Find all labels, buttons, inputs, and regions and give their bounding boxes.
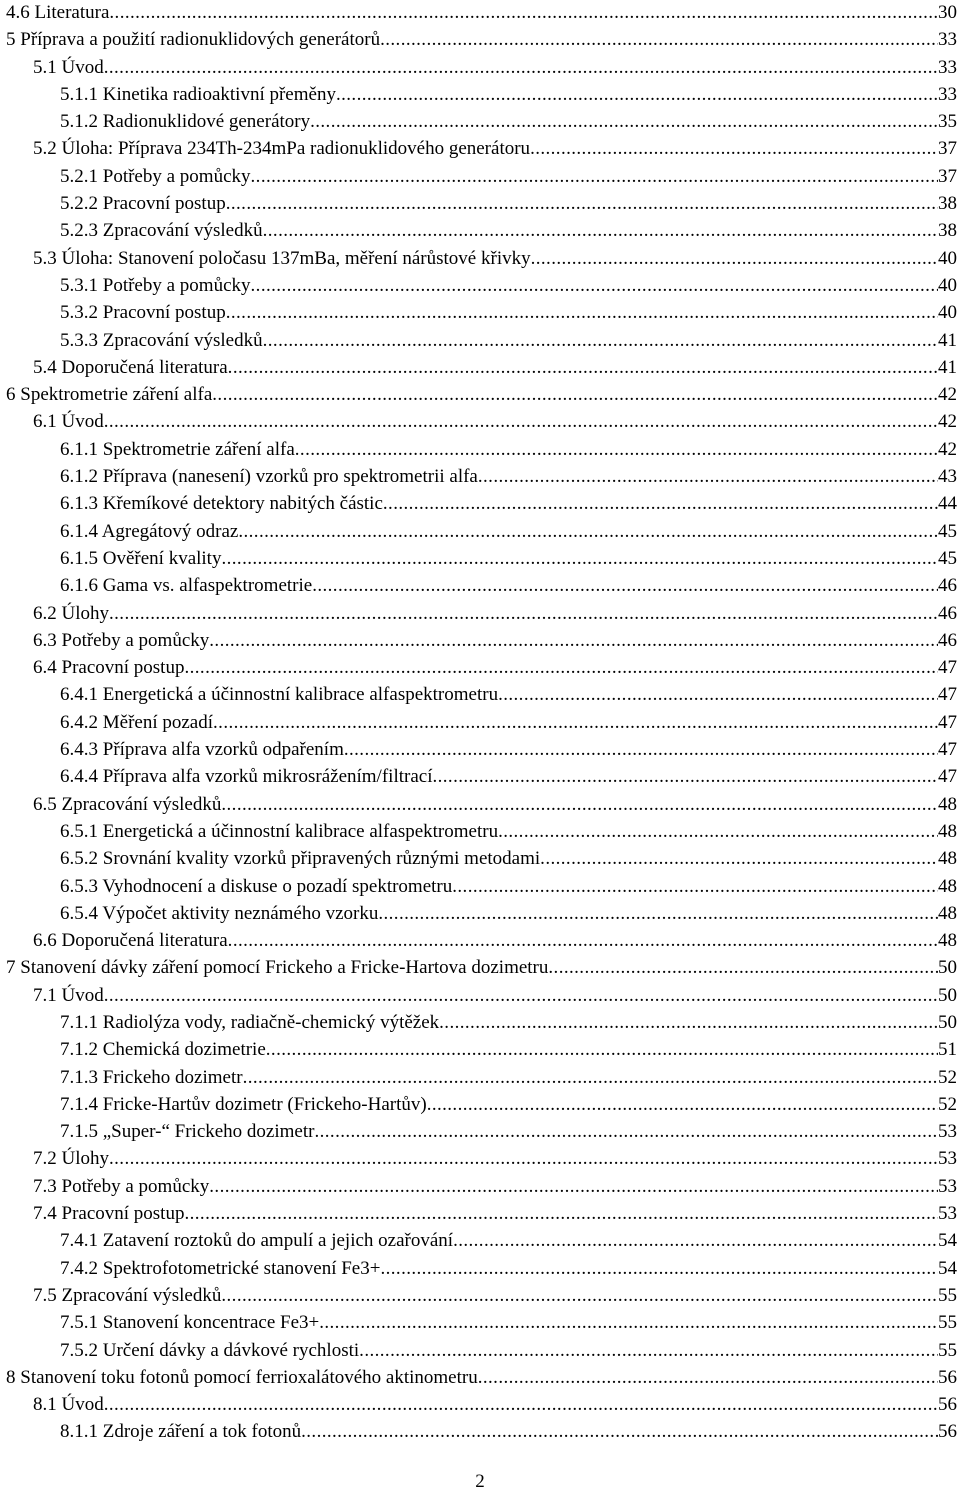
toc-dot-leader: [263, 327, 938, 354]
toc-entry-page: 45: [938, 547, 957, 569]
toc-dot-leader: [243, 1064, 938, 1091]
toc-entry[interactable]: [0, 681, 960, 708]
toc-entry-page: 48: [938, 793, 957, 815]
toc-entry[interactable]: [0, 545, 960, 572]
toc-dot-leader: [530, 135, 938, 162]
toc-entry-page: 46: [938, 602, 957, 624]
toc-entry-title: 6.1.6 Gama vs. alfaspektrometrie: [60, 575, 313, 597]
toc-entry[interactable]: [0, 1200, 960, 1227]
toc-entry[interactable]: [0, 982, 960, 1009]
toc-dot-leader: [427, 1091, 938, 1118]
toc-entry-title: 5.3 Úloha: Stanovení poločasu 137mBa, měření nárůstové křivky: [33, 247, 531, 269]
toc-entry[interactable]: [0, 1145, 960, 1172]
toc-entry-page: 48: [938, 875, 957, 897]
toc-entry[interactable]: [0, 327, 960, 354]
toc-entry[interactable]: [0, 381, 960, 408]
toc-dot-leader: [109, 600, 938, 627]
toc-entry-title: 6.6 Doporučená literatura: [33, 930, 228, 952]
toc-dot-leader: [238, 518, 938, 545]
toc-entry-page: 46: [938, 629, 957, 651]
toc-entry[interactable]: [0, 1091, 960, 1118]
toc-entry-title: 8.1.1 Zdroje záření a tok fotonů: [60, 1421, 302, 1443]
toc-dot-leader: [226, 190, 938, 217]
toc-entry-title: 6.4.3 Příprava alfa vzorků odpařením: [60, 739, 344, 761]
toc-dot-leader: [184, 654, 938, 681]
toc-entry-page: 54: [938, 1230, 957, 1252]
toc-entry-page: 41: [938, 356, 957, 378]
toc-dot-leader: [228, 927, 938, 954]
toc-entry-title: 7.4.1 Zatavení roztoků do ampulí a jejich ozařování: [60, 1230, 454, 1252]
toc-dot-leader: [109, 1145, 938, 1172]
toc-entry-title: 5.2.3 Zpracování výsledků: [60, 220, 263, 242]
toc-entry-page: 43: [938, 466, 957, 488]
toc-entry-title: 7.1.5 „Super-“ Frickeho dozimetr: [60, 1121, 315, 1143]
toc-entry-title: 6.1.4 Agregátový odraz: [60, 520, 239, 542]
toc-entry-title: 7.5.1 Stanovení koncentrace Fe3+: [60, 1312, 320, 1334]
toc-entry-page: 44: [938, 493, 957, 515]
toc-entry-title: 7.1.4 Fricke-Hartův dozimetr (Frickeho-Hartův): [60, 1093, 427, 1115]
toc-entry[interactable]: [0, 26, 960, 53]
toc-dot-leader: [226, 299, 938, 326]
toc-entry-title: 6.1.3 Křemíkové detektory nabitých částic: [60, 493, 383, 515]
toc-entry-page: 42: [938, 438, 957, 460]
toc-entry-page: 55: [938, 1312, 957, 1334]
toc-entry[interactable]: [0, 217, 960, 244]
toc-entry-page: 47: [938, 657, 957, 679]
toc-entry-page: 38: [938, 220, 957, 242]
toc-dot-leader: [104, 408, 938, 435]
toc-dot-leader: [221, 545, 938, 572]
toc-entry[interactable]: [0, 791, 960, 818]
toc-entry-title: 6.4.1 Energetická a účinnostní kalibrace alfaspektrometru: [60, 684, 499, 706]
toc-entry-title: 5.1 Úvod: [33, 56, 104, 78]
toc-entry[interactable]: [0, 354, 960, 381]
toc-entry-page: 50: [938, 1011, 957, 1033]
toc-entry-title: 7.1.1 Radiolýza vody, radiačně-chemický výtěžek: [60, 1011, 440, 1033]
toc-entry[interactable]: [0, 436, 960, 463]
toc-entry[interactable]: [0, 518, 960, 545]
toc-dot-leader: [266, 1036, 938, 1063]
toc-dot-leader: [109, 0, 938, 26]
toc-entry-page: 48: [938, 930, 957, 952]
toc-entry-title: 6.1.1 Spektrometrie záření alfa: [60, 438, 295, 460]
toc-dot-leader: [301, 1418, 938, 1445]
toc-entry-page: 56: [938, 1394, 957, 1416]
toc-entry-title: 6.1 Úvod: [33, 411, 104, 433]
toc-dot-leader: [452, 873, 938, 900]
toc-dot-leader: [221, 791, 938, 818]
toc-entry-title: 7 Stanovení dávky záření pomocí Frickeho a Fricke-Hartova dozimetru: [6, 957, 549, 979]
toc-entry-page: 33: [938, 83, 957, 105]
toc-entry[interactable]: [0, 0, 960, 26]
toc-dot-leader: [310, 108, 938, 135]
toc-dot-leader: [336, 81, 938, 108]
toc-entry[interactable]: [0, 900, 960, 927]
toc-entry-title: 6.3 Potřeby a pomůcky: [33, 629, 210, 651]
toc-entry-title: 5.2.2 Pracovní postup: [60, 193, 226, 215]
toc-entry-title: 5.3.1 Potřeby a pomůcky: [60, 274, 251, 296]
toc-entry[interactable]: [0, 108, 960, 135]
toc-dot-leader: [344, 736, 938, 763]
toc-entry-page: 33: [938, 56, 957, 78]
toc-entry-page: 53: [938, 1148, 957, 1170]
toc-entry[interactable]: [0, 654, 960, 681]
toc-entry[interactable]: [0, 1337, 960, 1364]
toc-entry[interactable]: [0, 81, 960, 108]
toc-dot-leader: [263, 217, 938, 244]
toc-entry[interactable]: [0, 736, 960, 763]
toc-entry-page: 54: [938, 1257, 957, 1279]
page-number: 2: [475, 1471, 485, 1492]
toc-entry[interactable]: [0, 299, 960, 326]
toc-entry[interactable]: [0, 1309, 960, 1336]
toc-dot-leader: [209, 627, 938, 654]
toc-entry[interactable]: [0, 190, 960, 217]
toc-entry[interactable]: [0, 1009, 960, 1036]
toc-entry-page: 35: [938, 111, 957, 133]
toc-entry-page: 48: [938, 848, 957, 870]
toc-entry-page: 30: [938, 2, 957, 23]
toc-entry[interactable]: [0, 572, 960, 599]
toc-entry[interactable]: [0, 272, 960, 299]
toc-dot-leader: [251, 163, 938, 190]
toc-entry-page: 46: [938, 575, 957, 597]
toc-entry[interactable]: [0, 873, 960, 900]
toc-entry-title: 8 Stanovení toku fotonů pomocí ferrioxalátového aktinometru: [6, 1366, 478, 1388]
toc-dot-leader: [478, 1364, 938, 1391]
toc-dot-leader: [380, 26, 938, 53]
toc-entry-page: 50: [938, 984, 957, 1006]
toc-dot-leader: [378, 900, 938, 927]
toc-dot-leader: [104, 54, 938, 81]
toc-entry-title: 5.2 Úloha: Příprava 234Th-234mPa radionuklidového generátoru: [33, 138, 531, 160]
toc-entry-title: 5.1.1 Kinetika radioaktivní přeměny: [60, 83, 336, 105]
toc-dot-leader: [184, 1200, 938, 1227]
toc-entry-page: 40: [938, 247, 957, 269]
toc-dot-leader: [531, 245, 938, 272]
toc-entry-page: 56: [938, 1421, 957, 1443]
toc-entry-title: 7.3 Potřeby a pomůcky: [33, 1175, 210, 1197]
toc-entry-title: 5.1.2 Radionuklidové generátory: [60, 111, 311, 133]
toc-dot-leader: [380, 1255, 938, 1282]
toc-entry[interactable]: [0, 1282, 960, 1309]
toc-entry-title: 7.4 Pracovní postup: [33, 1203, 185, 1225]
toc-entry-title: 6.4.4 Příprava alfa vzorků mikrosrážením/filtrací: [60, 766, 433, 788]
toc-entry-title: 5.2.1 Potřeby a pomůcky: [60, 165, 251, 187]
toc-entry-title: 6 Spektrometrie záření alfa: [6, 384, 213, 406]
toc-dot-leader: [439, 1009, 938, 1036]
toc-entry-title: 7.2 Úlohy: [33, 1148, 109, 1170]
toc-entry-page: 41: [938, 329, 957, 351]
toc-entry-title: 7.1 Úvod: [33, 984, 104, 1006]
toc-entry-title: 6.4.2 Měření pozadí: [60, 711, 214, 733]
toc-entry-title: 7.4.2 Spektrofotometrické stanovení Fe3+: [60, 1257, 381, 1279]
toc-entry-page: 51: [938, 1039, 957, 1061]
toc-entry-title: 5.4 Doporučená literatura: [33, 356, 228, 378]
toc-entry[interactable]: [0, 1064, 960, 1091]
toc-entry-page: 38: [938, 193, 957, 215]
toc-entry-page: 48: [938, 820, 957, 842]
toc-entry[interactable]: [0, 709, 960, 736]
toc-entry[interactable]: [0, 1418, 960, 1445]
toc-entry-page: 53: [938, 1121, 957, 1143]
toc-entry-title: 4.6 Literatura: [6, 2, 110, 23]
toc-entry[interactable]: [0, 1173, 960, 1200]
toc-entry[interactable]: [0, 135, 960, 162]
toc-entry-title: 5 Příprava a použití radionuklidových generátorů: [6, 29, 381, 51]
toc-entry[interactable]: [0, 1036, 960, 1063]
toc-entry[interactable]: [0, 600, 960, 627]
toc-dot-leader: [312, 572, 938, 599]
toc-dot-leader: [221, 1282, 938, 1309]
toc-entry-page: 55: [938, 1284, 957, 1306]
toc-entry[interactable]: [0, 627, 960, 654]
toc-entry[interactable]: [0, 1255, 960, 1282]
toc-entry-page: 40: [938, 302, 957, 324]
toc-entry-page: 42: [938, 384, 957, 406]
toc-entry-title: 7.5 Zpracování výsledků: [33, 1284, 222, 1306]
toc-dot-leader: [498, 681, 938, 708]
toc-entry[interactable]: [0, 408, 960, 435]
toc-entry-page: 45: [938, 520, 957, 542]
toc-dot-leader: [548, 954, 938, 981]
toc-entry-title: 6.1.2 Příprava (nanesení) vzorků pro spektrometrii alfa: [60, 466, 478, 488]
toc-entry[interactable]: [0, 954, 960, 981]
toc-entry-title: 6.5.1 Energetická a účinnostní kalibrace alfaspektrometru: [60, 820, 499, 842]
toc-entry[interactable]: [0, 927, 960, 954]
toc-entry-title: 7.1.2 Chemická dozimetrie: [60, 1039, 266, 1061]
toc-entry-title: 7.1.3 Frickeho dozimetr: [60, 1066, 243, 1088]
toc-entry-page: 47: [938, 684, 957, 706]
toc-entry[interactable]: [0, 1227, 960, 1254]
toc-entry-title: 6.5 Zpracování výsledků: [33, 793, 222, 815]
toc-entry-page: 52: [938, 1066, 957, 1088]
toc-entry[interactable]: [0, 845, 960, 872]
toc-entry-page: 52: [938, 1093, 957, 1115]
toc-dot-leader: [359, 1337, 938, 1364]
toc-entry-title: 6.5.3 Vyhodnocení a diskuse o pozadí spektrometru: [60, 875, 453, 897]
toc-entry-page: 56: [938, 1366, 957, 1388]
toc-dot-leader: [453, 1227, 938, 1254]
toc-entry[interactable]: [0, 1391, 960, 1418]
toc-dot-leader: [383, 490, 938, 517]
toc-entry[interactable]: [0, 490, 960, 517]
toc-entry[interactable]: [0, 54, 960, 81]
toc-entry[interactable]: [0, 463, 960, 490]
toc-entry-page: 47: [938, 739, 957, 761]
toc-entry-page: 33: [938, 29, 957, 51]
toc-dot-leader: [104, 1391, 938, 1418]
toc-dot-leader: [478, 463, 938, 490]
toc-dot-leader: [251, 272, 938, 299]
toc-dot-leader: [228, 354, 938, 381]
toc-entry[interactable]: [0, 818, 960, 845]
toc-entry-page: 53: [938, 1203, 957, 1225]
toc-entry-title: 7.5.2 Určení dávky a dávkové rychlosti: [60, 1339, 360, 1361]
toc-entry-title: 5.3.3 Zpracování výsledků: [60, 329, 263, 351]
toc-entry-title: 6.5.4 Výpočet aktivity neznámého vzorku: [60, 902, 379, 924]
toc-entry[interactable]: [0, 163, 960, 190]
toc-entry-page: 55: [938, 1339, 957, 1361]
toc-dot-leader: [498, 818, 938, 845]
toc-entry-page: 40: [938, 274, 957, 296]
toc-dot-leader: [432, 763, 938, 790]
toc-dot-leader: [212, 381, 938, 408]
toc-dot-leader: [319, 1309, 938, 1336]
toc-entry-page: 42: [938, 411, 957, 433]
toc-dot-leader: [213, 709, 938, 736]
toc-dot-leader: [314, 1118, 938, 1145]
toc-dot-leader: [295, 436, 938, 463]
toc-entry-page: 53: [938, 1175, 957, 1197]
toc-entry-title: 8.1 Úvod: [33, 1394, 104, 1416]
toc-dot-leader: [104, 982, 938, 1009]
toc-entry[interactable]: [0, 1118, 960, 1145]
toc-entry-page: 37: [938, 165, 957, 187]
toc-entry-page: 37: [938, 138, 957, 160]
toc-entry-page: 47: [938, 711, 957, 733]
toc-entry-title: 6.4 Pracovní postup: [33, 657, 185, 679]
toc-entry-page: 47: [938, 766, 957, 788]
toc-entry[interactable]: [0, 245, 960, 272]
toc-entry-page: 50: [938, 957, 957, 979]
toc-entry[interactable]: [0, 763, 960, 790]
toc-dot-leader: [540, 845, 938, 872]
toc-entry-title: 6.2 Úlohy: [33, 602, 109, 624]
toc-entry-page: 48: [938, 902, 957, 924]
toc-entry[interactable]: [0, 1364, 960, 1391]
toc-entry-title: 6.1.5 Ověření kvality: [60, 547, 222, 569]
toc-entry-title: 6.5.2 Srovnání kvality vzorků připravených různými metodami: [60, 848, 541, 870]
toc-dot-leader: [209, 1173, 938, 1200]
toc-entry-title: 5.3.2 Pracovní postup: [60, 302, 226, 324]
